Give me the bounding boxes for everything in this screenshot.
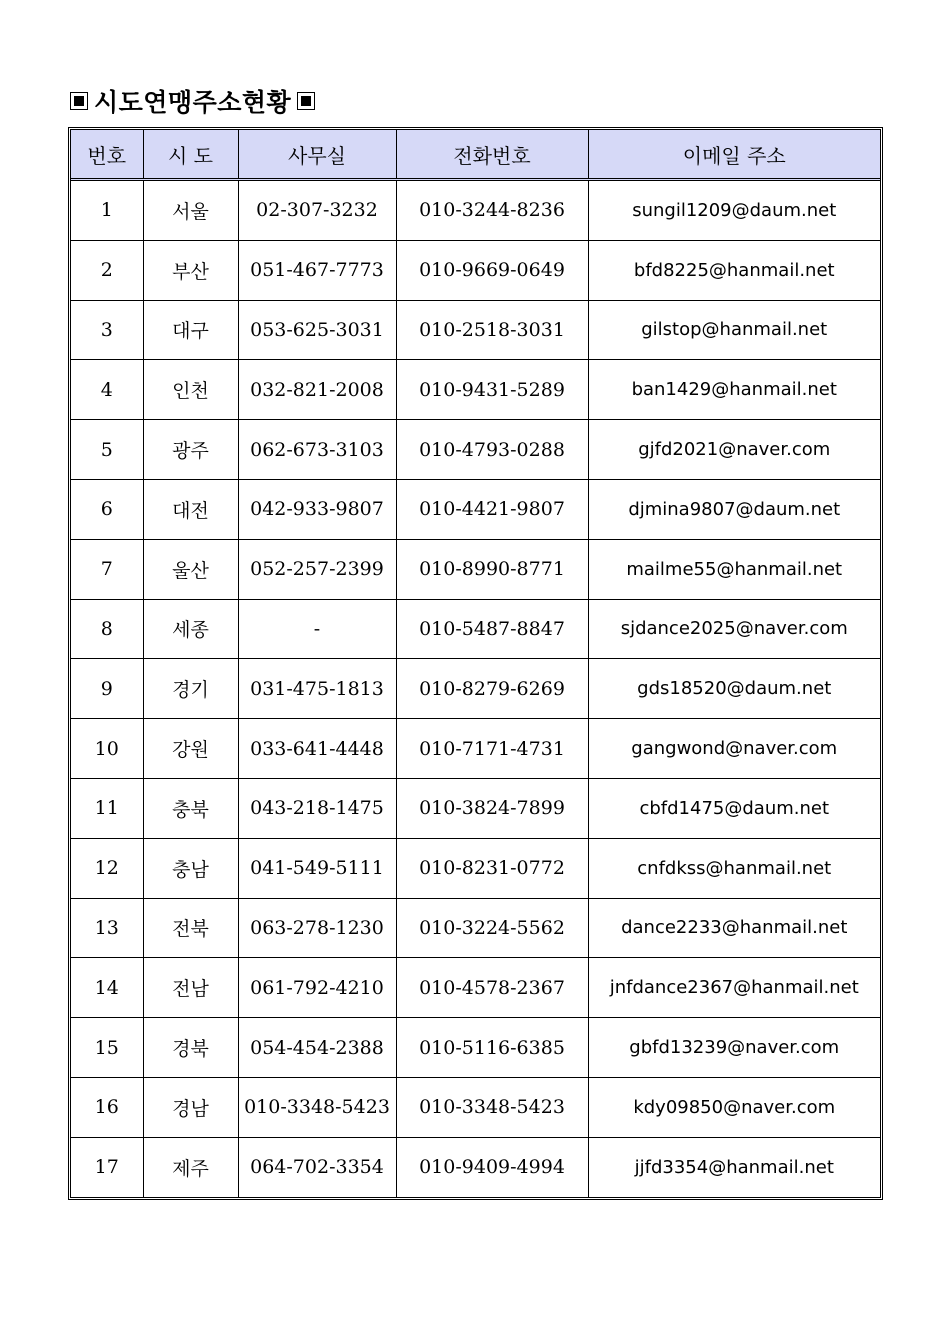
cell-email: ban1429@hanmail.net (588, 360, 880, 420)
header-office: 사무실 (238, 130, 396, 180)
cell-office: 054-454-2388 (238, 1018, 396, 1078)
cell-region: 서울 (143, 180, 238, 241)
cell-no: 17 (71, 1137, 143, 1196)
black-square-icon (70, 92, 88, 110)
table-row (71, 599, 880, 659)
cell-no: 4 (71, 360, 143, 420)
cell-office: 010-3348-5423 (238, 1077, 396, 1137)
cell-office: 042-933-9807 (238, 479, 396, 539)
cell-no: 16 (71, 1077, 143, 1137)
cell-phone: 010-3244-8236 (396, 180, 588, 241)
cell-phone: 010-8279-6269 (396, 659, 588, 719)
cell-region: 부산 (143, 240, 238, 300)
cell-email: gangwond@naver.com (588, 719, 880, 779)
cell-email: cbfd1475@daum.net (588, 778, 880, 838)
cell-office: 063-278-1230 (238, 898, 396, 958)
cell-no: 6 (71, 479, 143, 539)
cell-region: 전북 (143, 898, 238, 958)
header-email: 이메일 주소 (588, 130, 880, 180)
table-row (71, 479, 880, 539)
table-row (71, 719, 880, 779)
cell-phone: 010-9669-0649 (396, 240, 588, 300)
cell-region: 대전 (143, 479, 238, 539)
cell-no: 2 (71, 240, 143, 300)
cell-phone: 010-8990-8771 (396, 539, 588, 599)
header-no: 번호 (71, 130, 143, 180)
table-row (71, 1018, 880, 1078)
cell-no: 13 (71, 898, 143, 958)
table-row (71, 420, 880, 480)
table-row (71, 360, 880, 420)
cell-office: 041-549-5111 (238, 838, 396, 898)
header-phone: 전화번호 (396, 130, 588, 180)
cell-email: cnfdkss@hanmail.net (588, 838, 880, 898)
cell-phone: 010-5487-8847 (396, 599, 588, 659)
cell-email: jjfd3354@hanmail.net (588, 1137, 880, 1196)
cell-no: 1 (71, 180, 143, 241)
cell-email: djmina9807@daum.net (588, 479, 880, 539)
table-row (71, 659, 880, 719)
cell-email: dance2233@hanmail.net (588, 898, 880, 958)
table-row (71, 240, 880, 300)
cell-phone: 010-2518-3031 (396, 300, 588, 360)
cell-region: 대구 (143, 300, 238, 360)
cell-phone: 010-4578-2367 (396, 958, 588, 1018)
cell-email: gilstop@hanmail.net (588, 300, 880, 360)
cell-phone: 010-5116-6385 (396, 1018, 588, 1078)
table-row (71, 539, 880, 599)
table-row (71, 898, 880, 958)
cell-no: 10 (71, 719, 143, 779)
cell-phone: 010-3348-5423 (396, 1077, 588, 1137)
table-row (71, 778, 880, 838)
address-table-frame (68, 127, 883, 1200)
cell-email: sjdance2025@naver.com (588, 599, 880, 659)
cell-region: 제주 (143, 1137, 238, 1196)
cell-email: bfd8225@hanmail.net (588, 240, 880, 300)
cell-region: 경기 (143, 659, 238, 719)
cell-office: 043-218-1475 (238, 778, 396, 838)
cell-region: 광주 (143, 420, 238, 480)
cell-region: 경남 (143, 1077, 238, 1137)
cell-no: 14 (71, 958, 143, 1018)
cell-phone: 010-8231-0772 (396, 838, 588, 898)
cell-office: 052-257-2399 (238, 539, 396, 599)
page-title: 시도연맹주소현황 (94, 88, 292, 117)
cell-office: 02-307-3232 (238, 180, 396, 241)
table-row (71, 1077, 880, 1137)
cell-no: 8 (71, 599, 143, 659)
cell-office: 053-625-3031 (238, 300, 396, 360)
cell-email: mailme55@hanmail.net (588, 539, 880, 599)
black-square-icon (297, 92, 315, 110)
cell-no: 9 (71, 659, 143, 719)
cell-phone: 010-4421-9807 (396, 479, 588, 539)
header-region: 시 도 (143, 130, 238, 180)
cell-no: 15 (71, 1018, 143, 1078)
table-row (71, 180, 880, 241)
cell-region: 충남 (143, 838, 238, 898)
cell-phone: 010-3824-7899 (396, 778, 588, 838)
cell-region: 울산 (143, 539, 238, 599)
cell-no: 12 (71, 838, 143, 898)
cell-region: 강원 (143, 719, 238, 779)
cell-office: 062-673-3103 (238, 420, 396, 480)
table-header-row (71, 130, 880, 180)
cell-phone: 010-7171-4731 (396, 719, 588, 779)
cell-office: 061-792-4210 (238, 958, 396, 1018)
cell-email: kdy09850@naver.com (588, 1077, 880, 1137)
cell-region: 세종 (143, 599, 238, 659)
cell-office: 031-475-1813 (238, 659, 396, 719)
cell-region: 전남 (143, 958, 238, 1018)
cell-email: gds18520@daum.net (588, 659, 880, 719)
cell-region: 경북 (143, 1018, 238, 1078)
table-row (71, 300, 880, 360)
cell-no: 3 (71, 300, 143, 360)
cell-no: 5 (71, 420, 143, 480)
cell-email: gbfd13239@naver.com (588, 1018, 880, 1078)
cell-region: 충북 (143, 778, 238, 838)
cell-office: 033-641-4448 (238, 719, 396, 779)
cell-email: jnfdance2367@hanmail.net (588, 958, 880, 1018)
cell-region: 인천 (143, 360, 238, 420)
table-row (71, 958, 880, 1018)
cell-phone: 010-9431-5289 (396, 360, 588, 420)
cell-office: - (238, 599, 396, 659)
table-row (71, 1137, 880, 1196)
table-row (71, 838, 880, 898)
cell-email: sungil1209@daum.net (588, 180, 880, 241)
cell-phone: 010-9409-4994 (396, 1137, 588, 1196)
cell-email: gjfd2021@naver.com (588, 420, 880, 480)
page-title-block (70, 84, 315, 118)
cell-office: 032-821-2008 (238, 360, 396, 420)
cell-phone: 010-3224-5562 (396, 898, 588, 958)
cell-office: 051-467-7773 (238, 240, 396, 300)
cell-no: 7 (71, 539, 143, 599)
cell-no: 11 (71, 778, 143, 838)
address-table (71, 130, 880, 1197)
cell-office: 064-702-3354 (238, 1137, 396, 1196)
cell-phone: 010-4793-0288 (396, 420, 588, 480)
